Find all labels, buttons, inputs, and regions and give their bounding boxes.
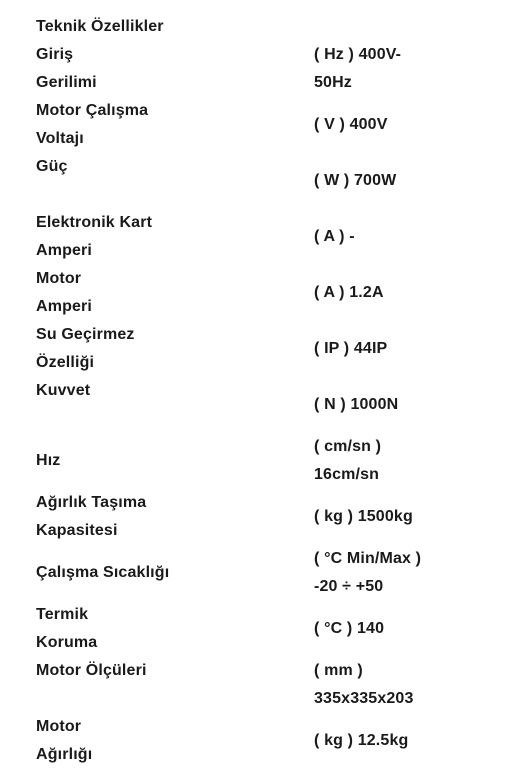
spec-value: 335x335x203 <box>314 690 414 707</box>
spec-label: Çalışma Sıcaklığı <box>36 564 170 581</box>
spec-label: Amperi <box>36 242 93 259</box>
spec-value: ( V ) 400V <box>314 116 388 133</box>
spec-label: Kapasitesi <box>36 522 118 539</box>
spec-label: Kuvvet <box>36 382 91 399</box>
spec-label: Koruma <box>36 634 98 651</box>
spec-value: ( IP ) 44IP <box>314 340 388 357</box>
spec-label: Giriş <box>36 46 74 63</box>
spec-value: ( cm/sn ) <box>314 438 382 455</box>
spec-label: Motor Ölçüleri <box>36 662 147 679</box>
spec-value: ( N ) 1000N <box>314 396 399 413</box>
spec-value: ( mm ) <box>314 662 363 679</box>
spec-value: 16cm/sn <box>314 466 380 483</box>
spec-label: Termik <box>36 606 89 623</box>
spec-value: ( kg ) 1500kg <box>314 508 413 525</box>
spec-label: Elektronik Kart <box>36 214 153 231</box>
spec-value: ( °C ) 140 <box>314 620 385 637</box>
spec-label: Motor Çalışma <box>36 102 149 119</box>
spec-label: Özelliği <box>36 354 95 371</box>
spec-value: -20 ÷ +50 <box>314 578 384 595</box>
spec-label: Motor <box>36 718 82 735</box>
spec-label: Hız <box>36 452 61 469</box>
spec-label: Su Geçirmez <box>36 326 135 343</box>
spec-value: ( A ) 1.2A <box>314 284 384 301</box>
spec-value: ( Hz ) 400V- <box>314 46 402 63</box>
spec-label: Voltajı <box>36 130 84 147</box>
section-title: Teknik Özellikler <box>36 18 164 35</box>
spec-label: Ağırlığı <box>36 746 93 763</box>
spec-value: ( A ) - <box>314 228 355 245</box>
spec-value: 50Hz <box>314 74 352 91</box>
spec-value: ( W ) 700W <box>314 172 397 189</box>
spec-label: Ağırlık Taşıma <box>36 494 147 511</box>
spec-value: ( °C Min/Max ) <box>314 550 422 567</box>
spec-value: ( kg ) 12.5kg <box>314 732 409 749</box>
spec-label: Gerilimi <box>36 74 97 91</box>
spec-label: Motor <box>36 270 82 287</box>
spec-label: Güç <box>36 158 68 175</box>
spec-label: Amperi <box>36 298 93 315</box>
